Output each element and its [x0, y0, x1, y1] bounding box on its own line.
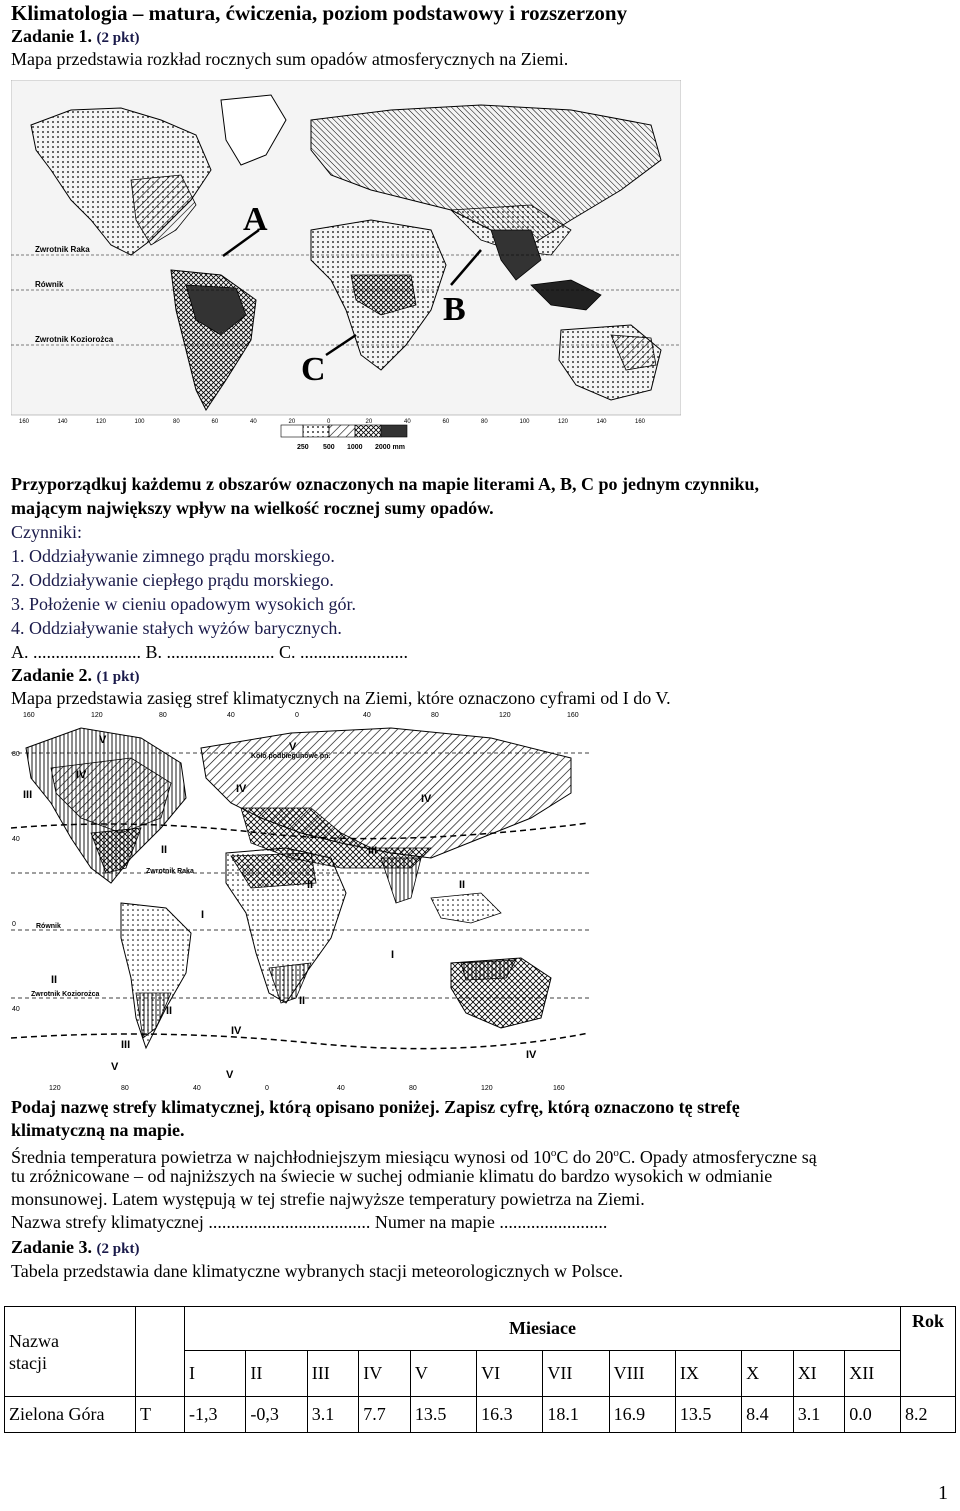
parameter-cell: T — [136, 1397, 185, 1433]
longitude-tick-label: 160 — [635, 419, 646, 425]
document-title: Klimatologia – matura, ćwiczenia, poziom podstawowy i rozszerzony — [11, 1, 628, 25]
zone-label-iii-north-2: III — [368, 845, 378, 857]
task1-points: (2 pkt) — [96, 30, 140, 46]
task3-points: (2 pkt) — [96, 1241, 140, 1257]
longitude-tick-label: 120 — [558, 419, 569, 425]
zone-label-ii-north-3: II — [459, 879, 466, 891]
factors-label: Czynniki: — [11, 522, 82, 542]
value-cell: 18.1 — [543, 1397, 609, 1433]
task3-number: Zadanie 3. — [11, 1237, 93, 1257]
top-tick-label: 40 — [363, 712, 371, 719]
zone-label-iv-north-3: IV — [421, 793, 432, 805]
map1-label-tropic-capricorn: Zwrotnik Koziorożca — [35, 335, 114, 344]
zone-label-iii-south: III — [121, 1039, 131, 1051]
task2-description-line1: Średnia temperatura powietrza w najchłodniejszym miesiącu wynosi od 10$^o$C do 20$^o$C. Opady atmosferyczne są — [11, 1147, 817, 1167]
longitude-tick-label: 100 — [134, 419, 145, 425]
task2-question-line1: Podaj nazwę strefy klimatycznej, którą opisano poniżej. Zapisz cyfrę, którą oznaczono tę strefę — [11, 1097, 740, 1117]
value-cell: 16.3 — [477, 1397, 543, 1433]
task2-answer-line: Nazwa strefy klimatycznej .................................... Numer na mapie ........................ — [11, 1212, 608, 1232]
longitude-tick-label: 40 — [250, 419, 257, 425]
top-tick-label: 0 — [295, 712, 299, 719]
zone-label-i-2: I — [391, 949, 395, 961]
factor-1: 1. Oddziaływanie zimnego prądu morskiego. — [11, 546, 335, 566]
table-row — [5, 1397, 956, 1433]
task2-heading — [11, 664, 139, 688]
zone-label-iii-north: III — [23, 789, 33, 801]
longitude-tick-label: 20 — [365, 419, 373, 425]
climate-zones-map — [11, 708, 589, 1092]
month-header-cell: XII — [845, 1351, 901, 1397]
bottom-tick-label: 160 — [553, 1085, 565, 1092]
task2-number: Zadanie 2. — [11, 665, 93, 685]
map-letter-c: C — [301, 351, 326, 388]
longitude-tick-label: 140 — [57, 419, 68, 425]
map1-legend — [281, 425, 407, 451]
label-tropic-capricorn: Zwrotnik Koziorożca — [31, 991, 100, 998]
month-header-cell: VIII — [609, 1351, 675, 1397]
zone-label-ii-south-2: II — [299, 995, 306, 1007]
value-cell: 3.1 — [307, 1397, 359, 1433]
longitude-tick-label: 120 — [96, 419, 107, 425]
latitude-tick-label: 80 — [12, 751, 20, 758]
bottom-tick-label: 40 — [193, 1085, 201, 1092]
top-tick-label: 40 — [227, 712, 235, 719]
zone-label-v-north: V — [99, 734, 107, 746]
zone-label-ii-south: II — [51, 974, 58, 986]
task2-question-line2: klimatyczną na mapie. — [11, 1120, 185, 1140]
station-name-cell: Zielona Góra — [5, 1397, 136, 1433]
year-value-cell: 8.2 — [901, 1397, 956, 1433]
top-tick-label: 80 — [431, 712, 439, 719]
task2-description-line2: tu zróżnicowane – od najniższych na świecie w suchej odmianie klimatu do bardzo wysokich w odmianie — [11, 1166, 773, 1186]
bottom-tick-label: 40 — [337, 1085, 345, 1092]
zone-label-iv-south-2: IV — [526, 1049, 537, 1061]
zone-label-iv-north: IV — [76, 769, 87, 781]
longitude-tick-label: 40 — [404, 419, 411, 425]
longitude-tick-label: 80 — [481, 419, 488, 425]
latitude-tick-label: 40 — [12, 836, 20, 843]
task2-points: (1 pkt) — [96, 669, 140, 685]
task1-number: Zadanie 1. — [11, 26, 93, 46]
task3-intro: Tabela przedstawia dane klimatyczne wybranych stacji meteorologicznych w Polsce. — [11, 1261, 623, 1281]
month-header-cell: X — [742, 1351, 794, 1397]
map1-label-tropic-cancer: Zwrotnik Raka — [35, 245, 90, 254]
top-tick-label: 80 — [159, 712, 167, 719]
longitude-tick-label: 100 — [519, 419, 530, 425]
climate-table — [4, 1306, 956, 1433]
value-cell: 16.9 — [609, 1397, 675, 1433]
zone-label-ii-south-3: II — [166, 1005, 173, 1017]
value-cell: 8.4 — [742, 1397, 794, 1433]
map1-label-equator: Równik — [35, 280, 64, 289]
factor-4: 4. Oddziaływanie stałych wyżów barycznych. — [11, 618, 342, 638]
zone-label-iv-north-2: IV — [236, 783, 247, 795]
factor-3: 3. Położenie w cieniu opadowym wysokich gór. — [11, 594, 356, 614]
header-station: Nazwa stacji — [5, 1307, 136, 1397]
header-param — [136, 1307, 185, 1397]
value-cell: 13.5 — [675, 1397, 741, 1433]
factor-2: 2. Oddziaływanie ciepłego prądu morskiego. — [11, 570, 334, 590]
month-header-cell: III — [307, 1351, 359, 1397]
zone-label-v-north-2: V — [289, 741, 297, 753]
zone-label-ii-north-2: II — [307, 879, 314, 891]
value-cell: -1,3 — [185, 1397, 246, 1433]
task1-heading — [11, 25, 139, 49]
bottom-tick-label: 80 — [121, 1085, 129, 1092]
legend-1000: 1000 — [347, 444, 363, 451]
bottom-tick-label: 120 — [481, 1085, 493, 1092]
legend-500: 500 — [323, 444, 335, 451]
task1-answer-line: A. ........................ B. ........................ C. ........................ — [11, 642, 409, 662]
value-cell: 0.0 — [845, 1397, 901, 1433]
zone-label-i: I — [201, 909, 205, 921]
month-header-cell: VII — [543, 1351, 609, 1397]
header-year: Rok — [901, 1307, 956, 1397]
header-months: Miesiace — [185, 1307, 901, 1351]
value-cell: 13.5 — [410, 1397, 476, 1433]
latitude-tick-label: 0 — [12, 921, 16, 928]
legend-250: 250 — [297, 444, 309, 451]
task3-heading — [11, 1236, 139, 1260]
longitude-tick-label: 160 — [19, 419, 30, 425]
precipitation-map — [11, 80, 681, 455]
top-tick-label: 120 — [91, 712, 103, 719]
task2-intro: Mapa przedstawia zasięg stref klimatycznych na Ziemi, które oznaczono cyframi od I do V. — [11, 688, 671, 708]
value-cell: 7.7 — [359, 1397, 411, 1433]
longitude-tick-label: 20 — [288, 419, 296, 425]
zone-label-v-south-2: V — [226, 1069, 234, 1081]
longitude-tick-label: 80 — [173, 419, 180, 425]
top-tick-label: 160 — [23, 712, 35, 719]
task2-description-line3: monsunowej. Latem występują w tej strefie najwyższe temperatury powietrza na Ziemi. — [11, 1189, 645, 1209]
month-header-cell: I — [185, 1351, 246, 1397]
month-header-cell: IV — [359, 1351, 411, 1397]
top-tick-label: 120 — [499, 712, 511, 719]
label-equator: Równik — [36, 923, 61, 930]
task1-intro: Mapa przedstawia rozkład rocznych sum opadów atmosferycznych na Ziemi. — [11, 49, 569, 69]
legend-2000: 2000 mm — [375, 444, 405, 451]
bottom-tick-label: 80 — [409, 1085, 417, 1092]
month-header-cell: VI — [477, 1351, 543, 1397]
value-cell: 3.1 — [793, 1397, 845, 1433]
page-number: 1 — [938, 1482, 948, 1504]
task1-question-line2: mającym największy wpływ na wielkość rocznej sumy opadów. — [11, 498, 494, 518]
zone-label-v-south: V — [111, 1061, 119, 1073]
map-letter-a: A — [243, 201, 268, 238]
bottom-tick-label: 0 — [265, 1085, 269, 1092]
label-arctic-circle: Koło podbiegunowe pn. — [251, 753, 331, 760]
zone-label-ii-north: II — [161, 844, 168, 856]
map-letter-b: B — [443, 291, 466, 328]
latitude-tick-label: 40 — [12, 1006, 20, 1013]
zone-label-iv-south: IV — [231, 1025, 242, 1037]
longitude-tick-label: 140 — [596, 419, 607, 425]
top-tick-label: 160 — [567, 712, 579, 719]
value-cell: -0,3 — [246, 1397, 307, 1433]
month-header-cell: IX — [675, 1351, 741, 1397]
longitude-tick-label: 0 — [327, 419, 331, 425]
longitude-tick-label: 60 — [211, 419, 219, 425]
month-header-cell: II — [246, 1351, 307, 1397]
longitude-tick-label: 60 — [442, 419, 450, 425]
bottom-tick-label: 120 — [49, 1085, 61, 1092]
map1-longitude-ticks — [19, 419, 646, 425]
label-tropic-cancer: Zwrotnik Raka — [146, 868, 194, 875]
task1-question-line1: Przyporządkuj każdemu z obszarów oznaczonych na mapie literami A, B, C po jednym czynniku, — [11, 474, 759, 494]
month-header-cell: V — [410, 1351, 476, 1397]
month-header-cell: XI — [793, 1351, 845, 1397]
